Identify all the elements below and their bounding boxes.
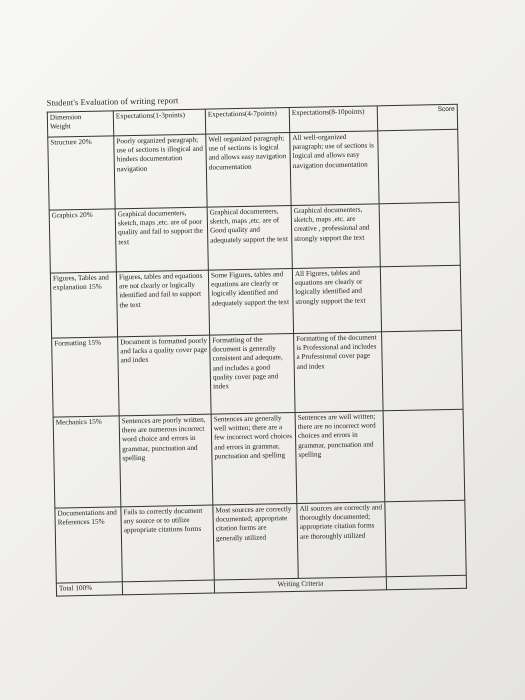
- header-dimension-cell: [47, 111, 113, 137]
- header-score: Score: [377, 104, 457, 131]
- row-high: Formatting of the document is Professional and includes a Professional cover page and index: [294, 332, 384, 413]
- row-mid: Most sources are correctly documented; appropriate citation forms are generally utilized: [213, 503, 298, 580]
- row-low: Document is formatted poorly and lacks a quality cover page and index: [118, 335, 211, 416]
- row-mid: Sentences are generally well written; there are a few incorrect word choices and errors in grammar, punctuation and spelling: [211, 412, 297, 505]
- row-score-cell: [379, 202, 460, 267]
- row-score-cell: [378, 129, 459, 204]
- table-row: [50, 265, 461, 338]
- row-high: All sources are correctly and thoroughly documented; appropriate citation forms are thoroughly utilized: [297, 502, 386, 579]
- row-dimension: Graphics 20%: [49, 209, 116, 273]
- total-label: Total 100%: [56, 582, 122, 596]
- row-low: Poorly organized paragraph; use of sections is illogical and hinders documentation navigation: [114, 134, 207, 209]
- row-dimension: Mechanics 15%: [53, 416, 121, 508]
- document-title: Student's Evaluation of writing report: [46, 95, 179, 108]
- row-mid: Well organized paragraph; use of sections is logical and allows easy navigation documentation: [206, 133, 291, 208]
- table-row: [55, 500, 466, 583]
- row-score-cell: [382, 330, 464, 411]
- table-row: [49, 202, 460, 273]
- header-weight: Weight: [49, 122, 71, 131]
- row-mid: Graphical documenters, sketch, maps ,etc. are of Good quality and adequately support the text: [207, 206, 292, 271]
- footer-score-cell: [386, 575, 466, 590]
- table-row: [53, 409, 465, 508]
- row-mid: Some Figures, tables and equations are clearly or logically identified and adequately support the text: [208, 269, 293, 336]
- row-high: Sentences are well written; there are no incorrect word choices and errors in grammar, punctuation and spelling: [295, 411, 385, 504]
- header-col-high: Expectations(8-10points): [289, 106, 377, 133]
- row-dimension: Structure 20%: [48, 136, 115, 210]
- row-dimension: Formatting 15%: [52, 337, 120, 417]
- row-low: Fails to correctly document any source or to utilize appropriate citations forms: [121, 505, 214, 582]
- row-high: Graphical documenters, sketch, maps ,etc. are creative , professional and strongly support the text: [291, 204, 380, 269]
- header-dimension: Dimension: [49, 113, 82, 122]
- row-high: All well-organized paragraph; use of sections is logical and allows easy navigation documentation: [290, 131, 379, 206]
- header-col-low: Expectations(1-3points): [113, 109, 205, 136]
- rubric-sheet: [30, 63, 516, 682]
- row-high: All Figures, tables and equations are clearly or logically identified and strongly support the text: [292, 267, 381, 334]
- footer-empty-cell: [122, 580, 214, 595]
- writing-criteria-label: Writing Criteria: [214, 577, 386, 593]
- row-mid: Formatting of the document is generally consistent and adequate, and includes a good quality cover page and index: [210, 333, 296, 414]
- row-score-cell: [380, 265, 461, 332]
- row-low: Sentences are poorly written, there are numerous incorrect word choice and errors in grammar, punctuation and spelling: [119, 414, 213, 507]
- row-low: Graphical documenters, sketch, maps ,etc. are of poor quality and fail to support the text: [115, 207, 208, 272]
- rubric-table: [47, 104, 467, 597]
- row-score-cell: [383, 409, 465, 502]
- row-score-cell: [385, 500, 466, 577]
- row-dimension: Figures, Tables and explanation 15%: [50, 272, 117, 338]
- table-row: [48, 129, 459, 210]
- table-row: [52, 330, 463, 417]
- row-dimension: Documentations and References 15%: [55, 507, 122, 583]
- header-col-mid: Expectations(4-7points): [205, 108, 289, 135]
- row-low: Figures, tables and equations are not clearly or logically identified and fail to support the text: [116, 270, 209, 337]
